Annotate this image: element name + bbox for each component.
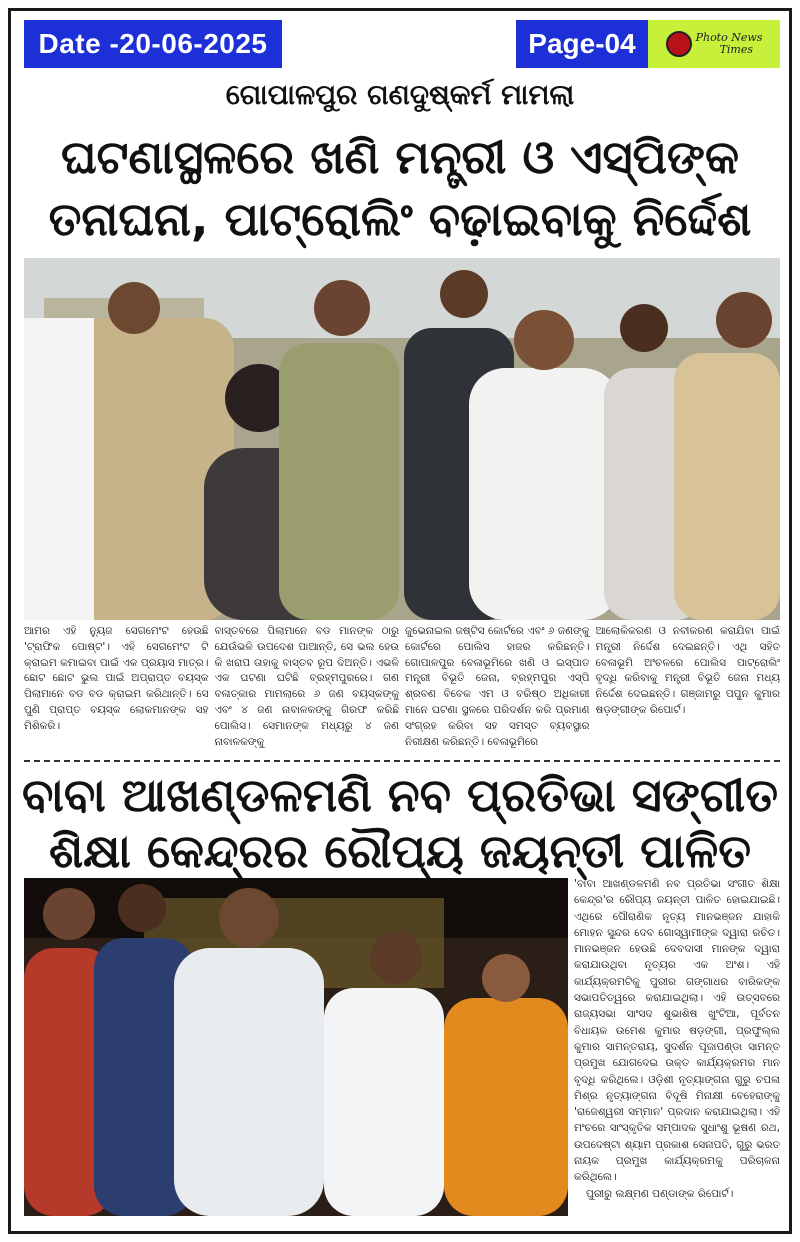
story1-column-3: ଜୁଭେନାଇଲ ଜଷ୍ଟିସ କୋର୍ଟରେ ଏବଂ ୬ ଜଣଙ୍କୁ କୋର୍ଟରେ ପୋଲିସ ହାଜର କରିଛନ୍ତି। ଗୋପାଳପୁର ବେଳାଭୂମିରେ ଖଣି ଓ ଇସ୍ପାତ ମନ୍ତ୍ରୀ ବିଭୂତି ଜେନା, ବ୍ରହ୍ମପୁର ଏସ୍‌ପି ଶ୍ରବଣ ବିବେକ ଏମ ଓ ବରିଷ୍ଠ ଅଧିକାରୀ ମାନେ ଘଟଣା ସ୍ଥଳରେ ପରିଦର୍ଶନ କରି ପ୍ରମାଣ ସଂଗ୍ରହ କରିବା ସହ ସମସ୍ତ ବ୍ୟବସ୍ଥାର ନିରୀକ୍ଷଣ କରିଛନ୍ତି। ବେଳାଭୂମିରେ — [405, 625, 590, 748]
page-number-label: Page-04 — [516, 20, 648, 68]
story1-photo-scene — [24, 258, 780, 620]
story1-body — [24, 624, 780, 756]
story1-photo — [24, 258, 780, 620]
story2-body-text: 'ବାବା ଆଖଣ୍ଡଳମଣି ନବ ପ୍ରତିଭା ସଂଗୀତ ଶିକ୍ଷା କେନ୍ଦ୍ର'ର ରୌପ୍ୟ ଜୟନ୍ତୀ ପାଳିତ ହୋଇଯାଇଛି। ଏଥିରେ ପୌରାଣିକ ନୃତ୍ୟ ମାନଭଞ୍ଜନ ଯାହାକି ମୋହନ ସୁନ୍ଦର ଦେବ ଗୋସ୍ୱାମୀଙ୍କ ଦ୍ୱାରା ରଚିତ। ମାନଭଞ୍ଜନ ହେଉଛି ଦେବଦାସୀ ମାନଙ୍କ ଦ୍ୱାରା କରାଯାଉଥିବା ନୃତ୍ୟର ଏକ ଅଂଶ। ଏହି କାର୍ଯ୍ୟକ୍ରମଟିକୁ ପୁରୀର ଗଙ୍ଗାଧର ବାରିକଙ୍କ ସଭାପତିତ୍ୱରେ କରାଯାଇଥିଲା। ଏହି ଉତ୍ସବରେ ରାଜ୍ୟସଭା ସାଂସଦ ଶୁଭାଶିଷ ଖୁଂଟିଆ, ପୂର୍ବତନ ବିଧାୟକ ଉମେଶ କୁମାର ଷଡ଼ଙ୍ଗୀ, ପ୍ରଫୁଲ୍ଲ କୁମାର ସାମନ୍ତରାୟ, ସୁଦର୍ଶନ ପୂଜାପଣ୍ଡା ସାମନ୍ତ ପ୍ରମୁଖ ଯୋଗଦେଇ ଉକ୍ତ କାର୍ଯ୍ୟକ୍ରମର ମାନ ବୃଦ୍ଧି କରିଥିଲେ। ଓଡ଼ିଶୀ ନୃତ୍ୟାଙ୍ଗନା ଗୁରୁ ଚପଳା ମିଶ୍ର ନୃତ୍ୟାଙ୍ଗନା ବିଦୂଷି ମିନାକ୍ଷୀ ବେହେରାଙ୍କୁ 'ରାଜେଶ୍ୱରୀ ସମ୍ମାନ' ପ୍ରଦାନ କରାଯାଇଥିଲା। ଏହି ମଂଚରେ ସାଂସ୍କୃତିକ ସମ୍ପାଦକ ସୁଧାଂଶୁ ଭୂଷଣ ରଥ, ଉପଦେଷ୍ଟା ଶ୍ୟାମ ପ୍ରକାଶ ସେନାପତି, ଗୁରୁ ଭରତ ନାୟକ ପ୍ରମୁଖ କାର୍ଯ୍ୟକ୍ରମକୁ ପରିଚାଳନା କରିଥିଲେ। — [574, 878, 780, 1184]
story2-photo — [24, 878, 568, 1216]
story1-column-1: ଆମର ଏହି ନ୍ୟୁଜ ସେଗମେଂଟ ହେଉଛି 'ଟ୍ରାଫିକ ପୋଷ୍ଟ'। ଏହି ସେଗମେଂଟ ଟି କ୍ରାଇମ କମାଇବା ପାଇଁ ଏକ ପ୍ରୟାସ ମାତ୍ର। ଛୋଟ ଛୋଟ ଭୁଲ ପାଇଁ ଅପ୍ରାପ୍ତ ବୟସ୍କ ପିଲାମାନେ ବଡ ବଡ କ୍ରାଇମ କରିଥାନ୍ତି। ସେ ପୁଣି ପ୍ରାପ୍ତ ବୟସ୍କ ଲୋକମାନଙ୍କ ସହ ମିଶିକରି। — [24, 625, 209, 732]
story1-column-2: ବାସ୍ତବରେ ପିଲାମାନେ ବଡ ମାନଙ୍କ ଠାରୁ ଯେଉଁଭଳି ଉପଦେଶ ପାଆନ୍ତି, ସେ ଭଲ ହେଉ କି ଖରାପ ତାହାକୁ ବାସ୍ତବ ରୂପ ଦିଅନ୍ତି। ଏଭଳି ଏକ ଘଟଣା ଘଟିଛି ବ୍ରହ୍ମପୁରରେ। ଗଣ ବଳାତ୍କାର ମାମଲାରେ ୬ ଜଣ ବୟସ୍କଙ୍କୁ ଏବଂ ୪ ଜଣ ନାବାଳକଙ୍କୁ ଗିରଫ କରିଛି ପୋଲିସ। ସେମାନଙ୍କ ମଧ୍ୟରୁ ୪ ଜଣ ନାବାଳକଙ୍କୁ — [214, 625, 399, 748]
section-divider — [24, 760, 780, 762]
story2-byline: ପୁରୀରୁ ଲକ୍ଷ୍ମଣ ପଣ୍ଡାଙ୍କ ରିପୋର୍ଟ। — [586, 1187, 734, 1200]
story2-body — [574, 876, 780, 1222]
story2-headline-line2: ଶିକ୍ଷା କେନ୍ଦ୍ରର ରୌପ୍ୟ ଜୟନ୍ତୀ ପାଳିତ — [48, 824, 752, 878]
logo-text — [696, 32, 763, 56]
story2-headline-line1: ବାବା ଆଖଣ୍ଡଳମଣି ନବ ପ୍ରତିଭା ସଙ୍ଗୀତ — [21, 768, 779, 822]
story1-headline-line1: ଘଟଣାସ୍ଥଳରେ ଖଣି ମନ୍ତ୍ରୀ ଓ ଏସ୍‌ପିଙ୍କ — [61, 130, 739, 184]
publication-logo — [648, 20, 780, 68]
story1-column-4: ଆଲୋକିକରଣ ଓ ନବୀକରଣ କରାଯିବା ପାଇଁ ମନ୍ତ୍ରୀ ନିର୍ଦ୍ଦେଶ ଦେଇଛନ୍ତି। ଏଥି ସହିତ ବେଳାଭୂମି ଅଂଚଳରେ ପୋଲିସ ପାଟ୍ରୋଲିଂ ବୃଦ୍ଧି କରିବାକୁ ମନ୍ତ୍ରୀ ବିଭୂତି ଜେନା ମଧ୍ୟ ନିର୍ଦ୍ଦେଶ ଦେଇଛନ୍ତି। ଗଞ୍ଜାମରୁ ପପୁନ କୁମାର ଷଡ଼ଙ୍ଗୀଙ୍କ ରିପୋର୍ଟ। — [595, 625, 780, 716]
logo-line2: Times — [719, 43, 754, 56]
logo-line1: Photo News — [695, 31, 763, 44]
story1-kicker: ଗୋପାଳପୁର ଗଣଦୁଷ୍କର୍ମ ମାମଲା — [225, 78, 575, 111]
story1-headline-line2: ତନାଘନା, ପାଟ୍ରୋଲିଂ ବଢ଼ାଇବାକୁ ନିର୍ଦ୍ଦେଶ — [48, 192, 752, 246]
date-label: Date -20-06-2025 — [24, 20, 282, 68]
story2-photo-scene — [24, 878, 568, 1216]
camera-icon — [666, 31, 692, 57]
